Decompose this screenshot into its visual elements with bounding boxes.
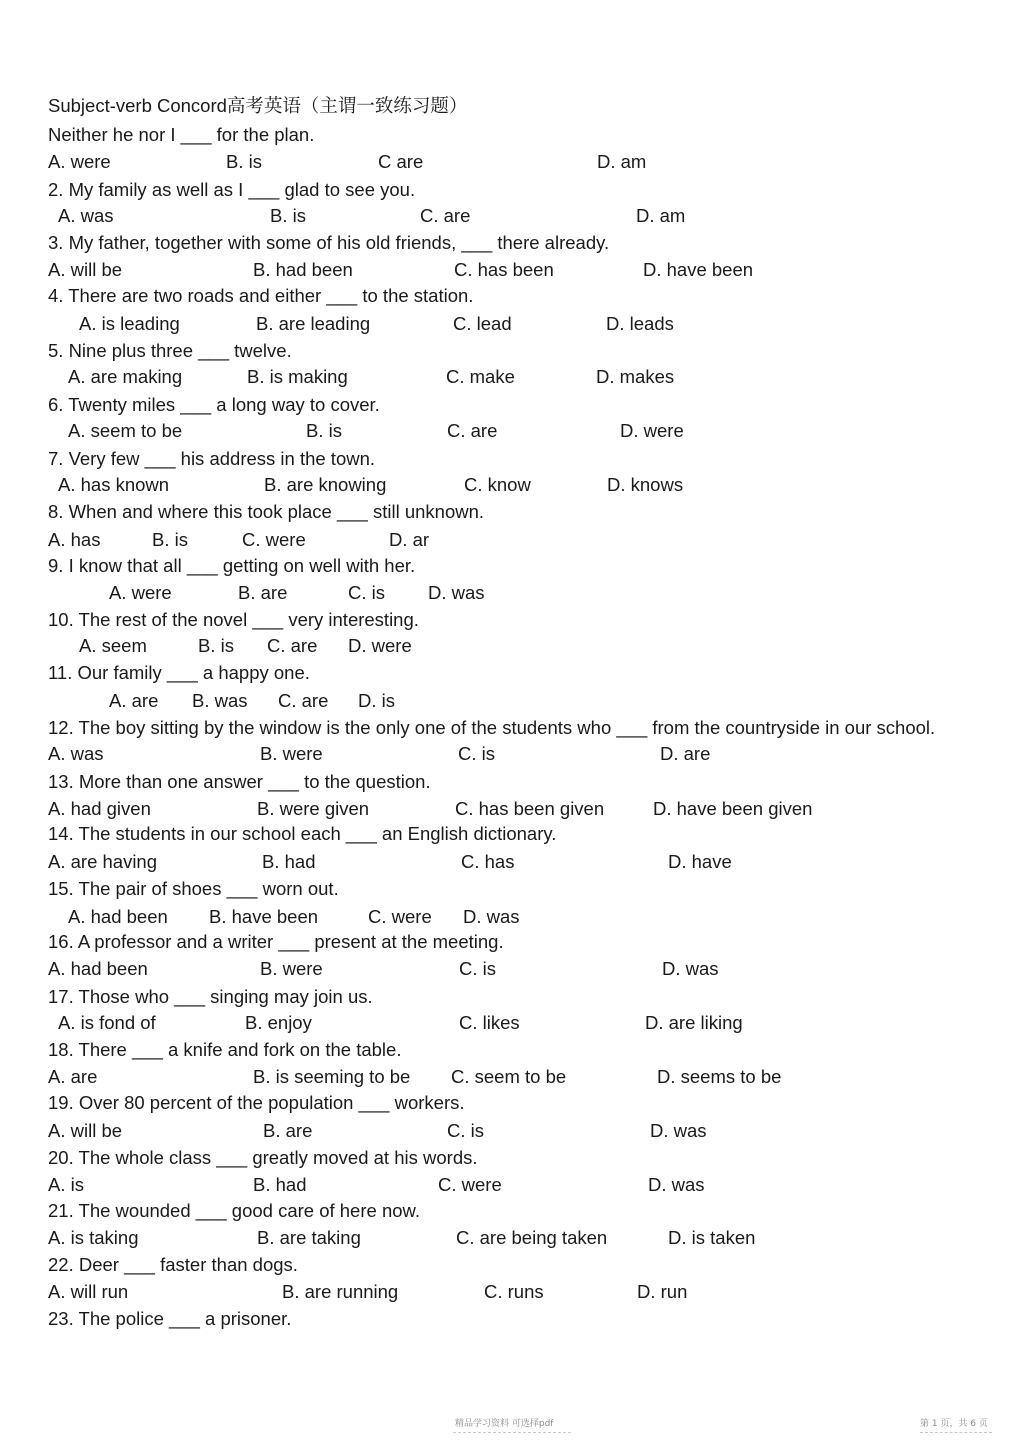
option-c: C. is	[458, 743, 495, 764]
option-d: D. is	[358, 690, 395, 711]
option-d: D. have been	[643, 259, 754, 280]
option-c: C. has been	[454, 259, 554, 280]
option-d: D. were	[348, 635, 412, 656]
option-b: B. was	[192, 690, 248, 711]
question-text: 13. More than one answer ___ to the question.	[48, 771, 431, 792]
question-text: 6. Twenty miles ___ a long way to cover.	[48, 394, 380, 415]
option-b: B. had been	[253, 259, 353, 280]
option-a: A. are	[109, 690, 159, 711]
option-a: A. are making	[68, 366, 183, 387]
option-b: B. enjoy	[245, 1012, 312, 1033]
footer-divider	[453, 1432, 571, 1433]
option-d: D. have	[668, 851, 732, 872]
option-c: C. has been given	[455, 798, 605, 819]
option-a: A. seem to be	[68, 420, 183, 441]
option-d: D. were	[620, 420, 684, 441]
option-a: A. seem	[79, 635, 147, 656]
option-a: A. had given	[48, 798, 151, 819]
option-a: A. had been	[48, 958, 148, 979]
question-text: 20. The whole class ___ greatly moved at his words.	[48, 1147, 478, 1168]
option-b: B. is	[306, 420, 342, 441]
question-text: 23. The police ___ a prisoner.	[48, 1308, 292, 1329]
option-b: B. had	[253, 1174, 307, 1195]
option-c: C. runs	[484, 1281, 544, 1302]
option-c: C. make	[446, 366, 515, 387]
option-a: A. has known	[58, 474, 170, 495]
footer-page-count: 第 1 页，共 6 页	[920, 1419, 988, 1429]
option-d: D. makes	[596, 366, 675, 387]
option-c: C. are	[447, 420, 498, 441]
option-c: C. has	[461, 851, 515, 872]
question-text: 7. Very few ___ his address in the town.	[48, 448, 376, 469]
option-b: B. were given	[257, 798, 370, 819]
question-text: 11. Our family ___ a happy one.	[48, 662, 310, 683]
option-b: B. are	[238, 582, 288, 603]
option-b: B. is seeming to be	[253, 1066, 411, 1087]
option-a: A. is	[48, 1174, 84, 1195]
option-c: C. are	[278, 690, 329, 711]
option-c: C. are	[420, 205, 471, 226]
option-d: D. ar	[389, 529, 430, 550]
option-d: D. are liking	[645, 1012, 743, 1033]
question-text: 2. My family as well as I ___ glad to see you.	[48, 179, 416, 200]
option-b: B. are taking	[257, 1227, 361, 1248]
option-b: B. are	[263, 1120, 313, 1141]
option-d: D. was	[648, 1174, 705, 1195]
question-text: 22. Deer ___ faster than dogs.	[48, 1254, 298, 1275]
question-text: 8. When and where this took place ___ still unknown.	[48, 501, 485, 522]
question-text: 16. A professor and a writer ___ present at the meeting.	[48, 931, 504, 952]
question-text: 15. The pair of shoes ___ worn out.	[48, 878, 339, 899]
question-text: 9. I know that all ___ getting on well with her.	[48, 555, 416, 576]
question-text: 10. The rest of the novel ___ very interesting.	[48, 609, 419, 630]
footer-center: 精品学习资料 可选择pdf	[455, 1419, 554, 1429]
option-c: C. were	[368, 906, 432, 927]
option-a: A. will be	[48, 1120, 123, 1141]
question-text: 4. There are two roads and either ___ to the station.	[48, 285, 474, 306]
question-text: Neither he nor I ___ for the plan.	[48, 124, 315, 145]
question-text: 18. There ___ a knife and fork on the table.	[48, 1039, 402, 1060]
option-b: B. are leading	[256, 313, 371, 334]
option-a: A. was	[48, 743, 104, 764]
question-text: 14. The students in our school each ___ an English dictionary.	[48, 823, 557, 844]
option-a: A. has	[48, 529, 101, 550]
option-b: B. are knowing	[264, 474, 387, 495]
option-a: A. is taking	[48, 1227, 139, 1248]
option-d: D. was	[662, 958, 719, 979]
option-d: D. was	[463, 906, 520, 927]
option-c: C. lead	[453, 313, 512, 334]
option-d: D. am	[597, 151, 647, 172]
question-text: 3. My father, together with some of his old friends, ___ there already.	[48, 232, 610, 253]
option-b: B. are running	[282, 1281, 399, 1302]
option-b: B. is	[226, 151, 262, 172]
question-text: 5. Nine plus three ___ twelve.	[48, 340, 292, 361]
option-b: B. is	[152, 529, 188, 550]
question-text: 12. The boy sitting by the window is the only one of the students who ___ from the countryside in our school.	[48, 717, 936, 738]
option-a: A. were	[48, 151, 111, 172]
option-a: A. are having	[48, 851, 158, 872]
option-c: C. is	[459, 958, 496, 979]
option-b: B. were	[260, 743, 323, 764]
option-a: A. will run	[48, 1281, 129, 1302]
option-c: C are	[378, 151, 424, 172]
option-c: C. are	[267, 635, 318, 656]
option-c: C. likes	[459, 1012, 520, 1033]
option-d: D. leads	[606, 313, 674, 334]
option-b: B. had	[262, 851, 316, 872]
option-b: B. have been	[209, 906, 319, 927]
footer-divider	[920, 1432, 992, 1433]
option-a: A. were	[109, 582, 172, 603]
option-a: A. will be	[48, 259, 123, 280]
option-d: D. was	[650, 1120, 707, 1141]
option-d: D. am	[636, 205, 686, 226]
option-d: D. seems to be	[657, 1066, 782, 1087]
option-c: C. seem to be	[451, 1066, 567, 1087]
option-b: B. is making	[247, 366, 348, 387]
option-a: A. was	[58, 205, 114, 226]
option-c: C. are being taken	[456, 1227, 608, 1248]
option-d: D. run	[637, 1281, 688, 1302]
question-text: 21. The wounded ___ good care of here now.	[48, 1200, 420, 1221]
option-d: D. was	[428, 582, 485, 603]
option-d: D. have been given	[653, 798, 813, 819]
option-b: B. is	[270, 205, 306, 226]
option-a: A. is fond of	[58, 1012, 156, 1033]
option-c: C. is	[447, 1120, 484, 1141]
option-d: D. are	[660, 743, 711, 764]
option-d: D. is taken	[668, 1227, 756, 1248]
question-text: 19. Over 80 percent of the population ___ workers.	[48, 1092, 465, 1113]
option-a: A. are	[48, 1066, 98, 1087]
option-a: A. had been	[68, 906, 168, 927]
question-text: 17. Those who ___ singing may join us.	[48, 986, 373, 1007]
option-c: C. were	[438, 1174, 502, 1195]
option-c: C. know	[464, 474, 531, 495]
option-a: A. is leading	[79, 313, 180, 334]
option-c: C. is	[348, 582, 385, 603]
option-d: D. knows	[607, 474, 684, 495]
option-b: B. is	[198, 635, 234, 656]
option-b: B. were	[260, 958, 323, 979]
option-c: C. were	[242, 529, 306, 550]
